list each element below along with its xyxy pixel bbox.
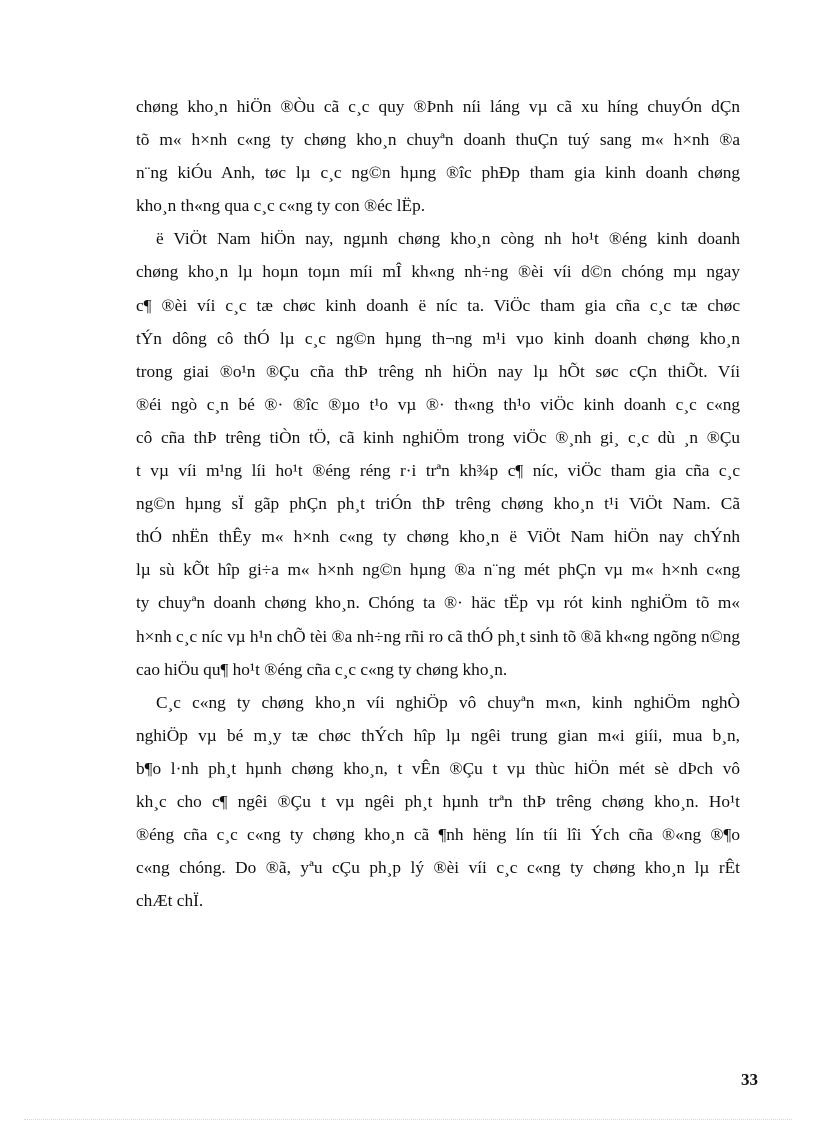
page-number: 33	[741, 1070, 758, 1089]
text-line: chÆt chÏ.	[136, 891, 204, 911]
text-line: trong giai ®o¹n ®Çu cña thÞ trêng nh hiÖn nay lµ hÕt søc cÇn thiÕt. Víi	[136, 361, 740, 381]
text-line: C¸c c«ng ty chøng kho¸n víi nghiÖp vô chuyªn m«n, kinh nghiÖm nghÒ	[156, 692, 740, 712]
text-line: cao hiÖu qu¶ ho¹t ®éng cña c¸c c«ng ty chøng kho¸n.	[136, 659, 508, 679]
text-line: ng©n hµng sÏ gãp phÇn ph¸t triÓn thÞ trêng chøng kho¸n t¹i ViÖt Nam. Cã	[136, 494, 740, 514]
text-line: thÓ nhËn thÊy m« h×nh c«ng ty chøng kho¸n ë ViÖt Nam hiÖn nay chÝnh	[136, 527, 740, 547]
text-line: cô cña thÞ trêng tiÒn tÖ, cã kinh nghiÖm trong viÖc ®¸nh gi¸ c¸c dù ¸n ®Çu	[136, 427, 740, 447]
text-line: c«ng chóng. Do ®ã, yªu cÇu ph¸p lý ®èi víi c¸c c«ng ty chøng kho¸n lµ rÊt	[136, 858, 740, 878]
text-line: kh¸c cho c¶ ngêi ®Çu t vµ ngêi ph¸t hµnh trªn thÞ trêng chøng kho¸n. Ho¹t	[136, 791, 740, 811]
paragraph	[136, 222, 740, 685]
text-line: nghiÖp vµ bé m¸y tæ chøc thÝch hîp lµ ngêi trung gian m«i giíi, mua b¸n,	[136, 725, 740, 745]
paragraph	[136, 686, 740, 918]
text-line: h×nh c¸c níc vµ h¹n chÕ tèi ®a nh÷ng rñi ro cã thÓ ph¸t sinh tõ ®ã kh«ng ngõng n©ng	[136, 626, 740, 646]
text-line: ty chuyªn doanh chøng kho¸n. Chóng ta ®· häc tËp vµ rót kinh nghiÖm tõ m«	[136, 593, 740, 613]
text-line: ®éng cña c¸c c«ng ty chøng kho¸n cã ¶nh hëng lín tíi lîi Ých cña ®«ng ®¶o	[136, 825, 740, 845]
body-text	[136, 90, 740, 917]
text-line: chøng kho¸n hiÖn ®Òu cã c¸c quy ®Þnh níi láng vµ cã xu híng chuyÓn dÇn	[136, 97, 740, 116]
text-line: ë ViÖt Nam hiÖn nay, ngµnh chøng kho¸n còng nh ho¹t ®éng kinh doanh	[156, 229, 740, 249]
text-line: chøng kho¸n lµ hoµn toµn míi mÎ kh«ng nh÷ng ®èi víi d©n chóng mµ ngay	[136, 262, 740, 282]
text-line: tÝn dông cô thÓ lµ c¸c ng©n hµng th¬ng m¹i vµo kinh doanh chøng kho¸n	[136, 328, 740, 348]
text-line: n¨ng kiÓu Anh, tøc lµ c¸c ng©n hµng ®îc phÐp tham gia kinh doanh chøng	[136, 163, 740, 183]
text-line: t vµ víi m¹ng líi ho¹t ®éng réng r·i trªn kh¾p c¶ níc, viÖc tham gia cña c¸c	[136, 461, 740, 481]
text-line: lµ sù kÕt hîp gi÷a m« h×nh ng©n hµng ®a n¨ng mét phÇn vµ m« h×nh c«ng	[136, 560, 740, 580]
text-line: ®éi ngò c¸n bé ®· ®îc ®µo t¹o vµ ®· th«ng th¹o viÖc kinh doanh c¸c c«ng	[136, 394, 740, 414]
text-line: kho¸n th«ng qua c¸c c«ng ty con ®éc lËp.	[136, 196, 426, 216]
paragraph	[136, 90, 740, 222]
page-bottom-divider	[24, 1119, 792, 1120]
text-line: tõ m« h×nh c«ng ty chøng kho¸n chuyªn doanh thuÇn tuý sang m« h×nh ®a	[136, 130, 740, 150]
text-line: c¶ ®èi víi c¸c tæ chøc kinh doanh ë níc ta. ViÖc tham gia cña c¸c tæ chøc	[136, 295, 740, 315]
text-line: b¶o l·nh ph¸t hµnh chøng kho¸n, t vÊn ®Çu t vµ thùc hiÖn mét sè dÞch vô	[136, 758, 740, 778]
